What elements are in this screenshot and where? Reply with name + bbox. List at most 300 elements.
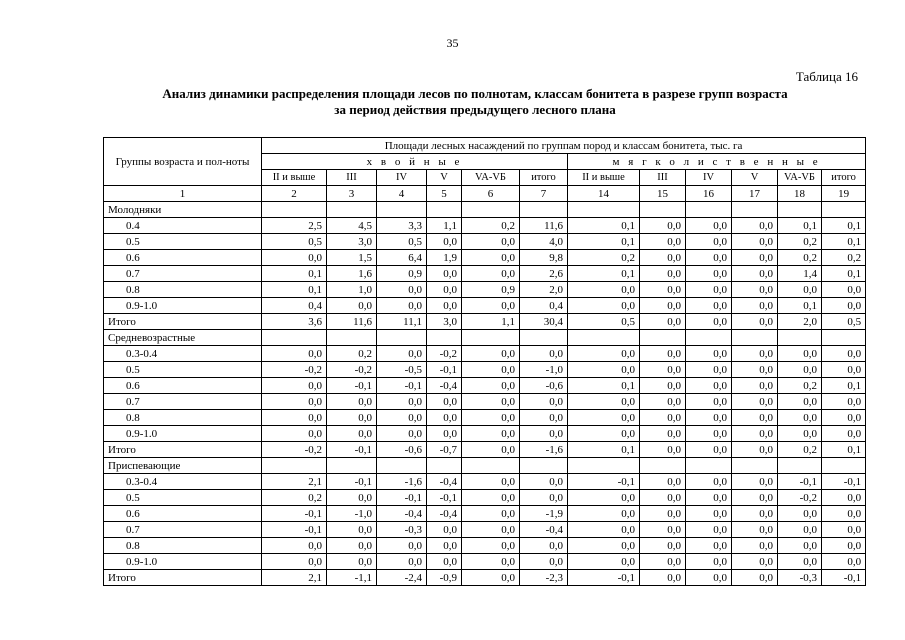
- density-label: 0.7: [104, 394, 262, 410]
- value-cell: [568, 202, 640, 218]
- value-cell: 0,0: [568, 522, 640, 538]
- value-cell: 0,0: [822, 506, 866, 522]
- value-cell: 0,0: [640, 410, 686, 426]
- value-cell: 2,0: [520, 282, 568, 298]
- value-cell: 2,5: [262, 218, 327, 234]
- value-cell: [427, 458, 462, 474]
- value-cell: 0,1: [568, 218, 640, 234]
- value-cell: 0,4: [262, 298, 327, 314]
- value-cell: 0,1: [822, 442, 866, 458]
- value-cell: 1,9: [427, 250, 462, 266]
- value-cell: 0,0: [462, 378, 520, 394]
- value-cell: [462, 458, 520, 474]
- value-cell: 0,0: [732, 570, 778, 586]
- value-cell: 0,0: [427, 298, 462, 314]
- value-cell: 2,6: [520, 266, 568, 282]
- value-cell: -0,2: [427, 346, 462, 362]
- value-cell: 0,0: [327, 554, 377, 570]
- value-cell: 0,0: [462, 346, 520, 362]
- value-cell: 4,5: [327, 218, 377, 234]
- value-cell: [462, 202, 520, 218]
- value-cell: 0,0: [686, 314, 732, 330]
- density-label: 0.9-1.0: [104, 426, 262, 442]
- value-cell: [640, 202, 686, 218]
- table-row: [104, 394, 866, 410]
- value-cell: 0,0: [778, 506, 822, 522]
- value-cell: 1,0: [327, 282, 377, 298]
- column-number: 4: [377, 186, 427, 202]
- value-cell: 0,0: [462, 410, 520, 426]
- value-cell: 0,9: [462, 282, 520, 298]
- value-cell: 0,0: [732, 346, 778, 362]
- value-cell: 0,2: [778, 442, 822, 458]
- value-cell: 0,0: [262, 394, 327, 410]
- value-cell: 0,0: [640, 394, 686, 410]
- value-cell: 0,0: [686, 346, 732, 362]
- value-cell: 0,1: [568, 234, 640, 250]
- value-cell: 11,1: [377, 314, 427, 330]
- value-cell: 0,0: [732, 378, 778, 394]
- density-label: 0.4: [104, 218, 262, 234]
- value-cell: 0,0: [377, 346, 427, 362]
- title-line-2: за период действия предыдущего лесного плана: [334, 102, 616, 117]
- value-cell: 0,0: [822, 298, 866, 314]
- value-cell: -0,7: [427, 442, 462, 458]
- coniferous-header: х в о й н ы е: [262, 154, 568, 170]
- value-cell: 0,0: [462, 394, 520, 410]
- value-cell: 6,4: [377, 250, 427, 266]
- value-cell: 2,1: [262, 570, 327, 586]
- value-cell: 0,0: [327, 394, 377, 410]
- section-row: [104, 458, 866, 474]
- value-cell: [778, 202, 822, 218]
- value-cell: 4,0: [520, 234, 568, 250]
- title-line-1: Анализ динамики распределения площади лесов по полнотам, классам бонитета в разрезе групп возраста: [162, 86, 788, 101]
- density-label: 0.3-0.4: [104, 346, 262, 362]
- table-row: [104, 506, 866, 522]
- value-cell: 0,0: [327, 490, 377, 506]
- value-cell: 0,0: [686, 282, 732, 298]
- value-cell: 3,6: [262, 314, 327, 330]
- value-cell: 0,0: [686, 506, 732, 522]
- density-label: 0.5: [104, 362, 262, 378]
- table-row: [104, 538, 866, 554]
- value-cell: 0,0: [427, 282, 462, 298]
- table-row: [104, 378, 866, 394]
- value-cell: 0,0: [377, 426, 427, 442]
- total-label: Итого: [104, 442, 262, 458]
- value-cell: 0,0: [262, 426, 327, 442]
- section-label: Приспевающие: [104, 458, 262, 474]
- value-cell: [427, 330, 462, 346]
- section-label: Средневозрастные: [104, 330, 262, 346]
- value-cell: 0,0: [686, 490, 732, 506]
- value-cell: 0,2: [462, 218, 520, 234]
- value-cell: 0,0: [732, 362, 778, 378]
- value-cell: -0,1: [427, 490, 462, 506]
- column-number: 6: [462, 186, 520, 202]
- density-label: 0.8: [104, 538, 262, 554]
- density-label: 0.7: [104, 266, 262, 282]
- value-cell: 0,0: [327, 298, 377, 314]
- value-cell: 0,0: [427, 538, 462, 554]
- value-cell: -2,4: [377, 570, 427, 586]
- density-label: 0.9-1.0: [104, 298, 262, 314]
- value-cell: 0,1: [778, 298, 822, 314]
- value-cell: 0,0: [732, 474, 778, 490]
- value-cell: 0,0: [778, 362, 822, 378]
- table-row: [104, 266, 866, 282]
- value-cell: 0,0: [822, 394, 866, 410]
- value-cell: -0,3: [778, 570, 822, 586]
- value-cell: 0,0: [568, 506, 640, 522]
- value-cell: 0,0: [427, 266, 462, 282]
- value-cell: 3,0: [327, 234, 377, 250]
- value-cell: 1,1: [462, 314, 520, 330]
- value-cell: 0,0: [462, 266, 520, 282]
- value-cell: 0,0: [640, 362, 686, 378]
- value-cell: 0,0: [732, 250, 778, 266]
- value-cell: 0,1: [568, 378, 640, 394]
- value-cell: 0,2: [327, 346, 377, 362]
- value-cell: 0,0: [462, 362, 520, 378]
- value-cell: 0,0: [568, 538, 640, 554]
- section-label: Молодняки: [104, 202, 262, 218]
- value-cell: [686, 330, 732, 346]
- density-label: 0.6: [104, 250, 262, 266]
- value-cell: 0,0: [822, 410, 866, 426]
- value-cell: 0,1: [778, 218, 822, 234]
- value-cell: -1,6: [377, 474, 427, 490]
- value-cell: -0,1: [778, 474, 822, 490]
- value-cell: 0,0: [732, 522, 778, 538]
- value-cell: 0,0: [822, 554, 866, 570]
- value-cell: 0,0: [568, 282, 640, 298]
- value-cell: [732, 330, 778, 346]
- value-cell: 0,1: [822, 234, 866, 250]
- value-cell: [377, 330, 427, 346]
- column-header: V: [732, 170, 778, 186]
- value-cell: 0,0: [427, 394, 462, 410]
- value-cell: [520, 202, 568, 218]
- density-label: 0.6: [104, 506, 262, 522]
- value-cell: 0,0: [262, 250, 327, 266]
- value-cell: 0,0: [686, 394, 732, 410]
- value-cell: 0,0: [732, 506, 778, 522]
- value-cell: 0,0: [640, 538, 686, 554]
- column-number-row: [104, 186, 866, 202]
- value-cell: 0,0: [778, 394, 822, 410]
- value-cell: 0,0: [377, 538, 427, 554]
- value-cell: 0,0: [568, 426, 640, 442]
- value-cell: 0,0: [640, 346, 686, 362]
- value-cell: 0,0: [520, 490, 568, 506]
- value-cell: [262, 330, 327, 346]
- value-cell: 0,0: [686, 266, 732, 282]
- total-row: [104, 314, 866, 330]
- value-cell: -0,2: [262, 362, 327, 378]
- value-cell: 0,0: [822, 538, 866, 554]
- data-table: [103, 137, 866, 586]
- value-cell: 0,1: [822, 378, 866, 394]
- value-cell: 0,0: [377, 554, 427, 570]
- value-cell: -0,1: [262, 522, 327, 538]
- column-header: VA-VБ: [462, 170, 520, 186]
- document-title: [100, 86, 850, 118]
- value-cell: 0,5: [822, 314, 866, 330]
- value-cell: -0,2: [327, 362, 377, 378]
- table-row: [104, 362, 866, 378]
- value-cell: [640, 330, 686, 346]
- value-cell: 0,0: [686, 538, 732, 554]
- value-cell: 0,0: [327, 538, 377, 554]
- column-header: IV: [686, 170, 732, 186]
- value-cell: 0,4: [520, 298, 568, 314]
- column-header: IV: [377, 170, 427, 186]
- value-cell: 0,0: [822, 522, 866, 538]
- value-cell: 0,0: [640, 282, 686, 298]
- column-number: 3: [327, 186, 377, 202]
- value-cell: [327, 458, 377, 474]
- value-cell: 0,1: [568, 442, 640, 458]
- value-cell: 0,0: [640, 314, 686, 330]
- value-cell: 9,8: [520, 250, 568, 266]
- value-cell: 0,0: [520, 426, 568, 442]
- value-cell: [640, 458, 686, 474]
- value-cell: [568, 458, 640, 474]
- value-cell: 0,2: [778, 250, 822, 266]
- value-cell: 0,0: [262, 538, 327, 554]
- value-cell: 0,0: [520, 346, 568, 362]
- value-cell: 3,3: [377, 218, 427, 234]
- value-cell: 0,0: [520, 394, 568, 410]
- value-cell: 0,1: [822, 266, 866, 282]
- age-group-header: Группы возраста и пол-ноты: [104, 138, 262, 186]
- value-cell: 0,0: [686, 410, 732, 426]
- column-number: 17: [732, 186, 778, 202]
- density-label: 0.5: [104, 490, 262, 506]
- value-cell: 0,0: [732, 234, 778, 250]
- table-row: [104, 218, 866, 234]
- column-header: II и выше: [568, 170, 640, 186]
- value-cell: 0,0: [640, 378, 686, 394]
- value-cell: 0,0: [822, 490, 866, 506]
- value-cell: -0,3: [377, 522, 427, 538]
- value-cell: 0,0: [732, 282, 778, 298]
- value-cell: 0,0: [427, 410, 462, 426]
- value-cell: 0,0: [568, 394, 640, 410]
- value-cell: 3,0: [427, 314, 462, 330]
- value-cell: -2,3: [520, 570, 568, 586]
- column-number: 1: [104, 186, 262, 202]
- value-cell: 0,0: [462, 538, 520, 554]
- value-cell: 0,0: [377, 282, 427, 298]
- value-cell: -1,1: [327, 570, 377, 586]
- column-number: 7: [520, 186, 568, 202]
- value-cell: 0,0: [377, 394, 427, 410]
- section-row: [104, 330, 866, 346]
- value-cell: 0,0: [822, 362, 866, 378]
- value-cell: 0,0: [262, 410, 327, 426]
- column-header: VA-VБ: [778, 170, 822, 186]
- value-cell: 0,0: [327, 522, 377, 538]
- value-cell: 0,0: [822, 282, 866, 298]
- table-row: [104, 346, 866, 362]
- value-cell: 0,0: [520, 410, 568, 426]
- value-cell: [377, 458, 427, 474]
- value-cell: 0,0: [686, 442, 732, 458]
- value-cell: [686, 458, 732, 474]
- value-cell: [327, 202, 377, 218]
- value-cell: 0,0: [462, 506, 520, 522]
- value-cell: 0,0: [732, 490, 778, 506]
- value-cell: -1,6: [520, 442, 568, 458]
- value-cell: 0,0: [427, 426, 462, 442]
- table-row: [104, 522, 866, 538]
- value-cell: 0,0: [640, 250, 686, 266]
- table-row: [104, 298, 866, 314]
- section-row: [104, 202, 866, 218]
- value-cell: 0,0: [462, 234, 520, 250]
- value-cell: 0,1: [568, 266, 640, 282]
- value-cell: 0,0: [262, 554, 327, 570]
- value-cell: [427, 202, 462, 218]
- value-cell: 0,0: [640, 570, 686, 586]
- value-cell: -0,1: [427, 362, 462, 378]
- value-cell: 0,0: [686, 362, 732, 378]
- value-cell: 0,0: [686, 554, 732, 570]
- value-cell: 0,0: [640, 218, 686, 234]
- table-row: [104, 554, 866, 570]
- value-cell: -0,6: [520, 378, 568, 394]
- value-cell: 0,0: [568, 410, 640, 426]
- value-cell: 0,0: [520, 538, 568, 554]
- value-cell: 0,0: [462, 426, 520, 442]
- value-cell: 0,0: [462, 490, 520, 506]
- column-number: 19: [822, 186, 866, 202]
- table-row: [104, 234, 866, 250]
- value-cell: 0,0: [462, 298, 520, 314]
- value-cell: [262, 458, 327, 474]
- value-cell: -0,2: [778, 490, 822, 506]
- value-cell: 0,0: [462, 522, 520, 538]
- value-cell: [732, 458, 778, 474]
- value-cell: -1,9: [520, 506, 568, 522]
- value-cell: -0,6: [377, 442, 427, 458]
- value-cell: 0,0: [568, 554, 640, 570]
- column-number: 2: [262, 186, 327, 202]
- total-row: [104, 442, 866, 458]
- value-cell: -0,4: [427, 378, 462, 394]
- value-cell: 0,0: [822, 346, 866, 362]
- value-cell: 0,0: [686, 234, 732, 250]
- value-cell: 0,0: [568, 346, 640, 362]
- value-cell: -0,1: [327, 474, 377, 490]
- value-cell: 2,0: [778, 314, 822, 330]
- value-cell: 0,0: [462, 554, 520, 570]
- value-cell: 0,0: [686, 378, 732, 394]
- value-cell: 1,6: [327, 266, 377, 282]
- value-cell: -0,1: [327, 378, 377, 394]
- value-cell: 11,6: [327, 314, 377, 330]
- value-cell: 0,0: [377, 410, 427, 426]
- value-cell: 0,0: [732, 410, 778, 426]
- value-cell: 0,0: [732, 298, 778, 314]
- density-label: 0.9-1.0: [104, 554, 262, 570]
- value-cell: 0,0: [686, 522, 732, 538]
- table-row: [104, 426, 866, 442]
- value-cell: -0,4: [377, 506, 427, 522]
- value-cell: 0,1: [822, 218, 866, 234]
- value-cell: -0,1: [568, 474, 640, 490]
- value-cell: 0,5: [568, 314, 640, 330]
- value-cell: [327, 330, 377, 346]
- value-cell: 11,6: [520, 218, 568, 234]
- column-header: V: [427, 170, 462, 186]
- value-cell: 30,4: [520, 314, 568, 330]
- value-cell: -0,5: [377, 362, 427, 378]
- value-cell: 0,0: [427, 554, 462, 570]
- density-label: 0.7: [104, 522, 262, 538]
- value-cell: 0,0: [686, 250, 732, 266]
- table-label: Таблица 16: [795, 69, 858, 84]
- column-header: III: [640, 170, 686, 186]
- value-cell: [778, 330, 822, 346]
- value-cell: 0,0: [327, 426, 377, 442]
- value-cell: [520, 330, 568, 346]
- page-number: 35: [446, 36, 459, 50]
- value-cell: 0,0: [778, 554, 822, 570]
- value-cell: 0,0: [686, 474, 732, 490]
- column-number: 15: [640, 186, 686, 202]
- value-cell: -0,4: [427, 506, 462, 522]
- value-cell: 0,0: [640, 490, 686, 506]
- column-number: 18: [778, 186, 822, 202]
- value-cell: 0,0: [778, 410, 822, 426]
- value-cell: 0,0: [462, 474, 520, 490]
- value-cell: [822, 458, 866, 474]
- softwood-header: м я г к о л и с т в е н н ы е: [568, 154, 866, 170]
- value-cell: [462, 330, 520, 346]
- value-cell: 0,0: [640, 474, 686, 490]
- value-cell: 0,9: [377, 266, 427, 282]
- value-cell: 0,0: [640, 554, 686, 570]
- value-cell: -0,1: [377, 378, 427, 394]
- column-header: итого: [520, 170, 568, 186]
- value-cell: -0,1: [377, 490, 427, 506]
- value-cell: 0,0: [520, 554, 568, 570]
- value-cell: 0,0: [427, 522, 462, 538]
- value-cell: 0,0: [778, 346, 822, 362]
- value-cell: 0,0: [640, 442, 686, 458]
- area-header: Площади лесных насаждений по группам пород и классам бонитета, тыс. га: [262, 138, 866, 154]
- table-row: [104, 474, 866, 490]
- value-cell: 0,0: [732, 426, 778, 442]
- value-cell: [822, 202, 866, 218]
- column-header: II и выше: [262, 170, 327, 186]
- value-cell: 1,1: [427, 218, 462, 234]
- value-cell: 0,2: [822, 250, 866, 266]
- density-label: 0.8: [104, 410, 262, 426]
- value-cell: 0,0: [262, 346, 327, 362]
- total-label: Итого: [104, 570, 262, 586]
- value-cell: 0,0: [640, 266, 686, 282]
- value-cell: [686, 202, 732, 218]
- value-cell: [568, 330, 640, 346]
- value-cell: [778, 458, 822, 474]
- value-cell: 0,0: [462, 250, 520, 266]
- density-label: 0.8: [104, 282, 262, 298]
